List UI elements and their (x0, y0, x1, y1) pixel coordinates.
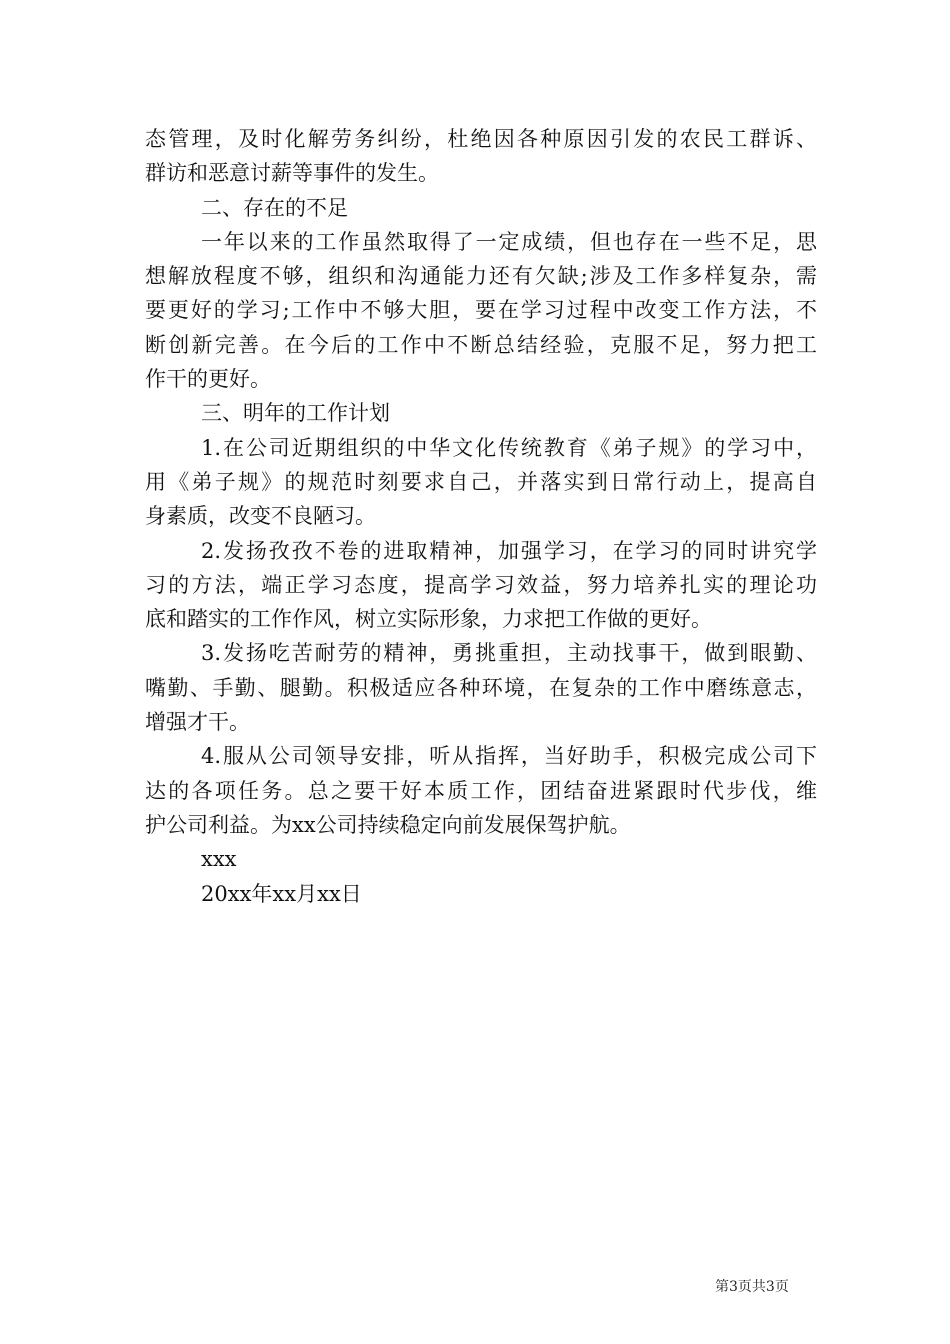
text-line: 护公司利益。为xx公司持续稳定向前发展保驾护航。 (145, 812, 631, 837)
text-line: 断创新完善。在今后的工作中不断总结经验，克服不足，努力把工 (145, 332, 817, 357)
text-line: 态管理，及时化解劳务纠纷，杜绝因各种原因引发的农民工群诉、 (145, 127, 817, 151)
text-line: 想解放程度不够，组织和沟通能力还有欠缺;涉及工作多样复杂，需 (145, 264, 817, 289)
text-line: 达的各项任务。总之要干好本质工作，团结奋进紧跟时代步伐，维 (145, 778, 817, 803)
text-line: 1.在公司近期组织的中华文化传统教育《弟子规》的学习中， (201, 435, 817, 460)
text-line: 作干的更好。 (145, 367, 271, 392)
text-line: 20xx年xx月xx日 (201, 881, 362, 906)
text-line: 2.发扬孜孜不卷的进取精神，加强学习，在学习的同时讲究学 (201, 538, 817, 563)
text-line: 4.服从公司领导安排，听从指挥，当好助手，积极完成公司下 (201, 744, 817, 769)
text-line: 习的方法，端正学习态度，提高学习效益，努力培养扎实的理论功 (145, 572, 817, 597)
text-line: 用《弟子规》的规范时刻要求自己，并落实到日常行动上，提高自 (145, 469, 817, 494)
text-line: 二、存在的不足 (201, 195, 348, 220)
text-line: 3.发扬吃苦耐劳的精神，勇挑重担，主动找事干，做到眼勤、 (201, 641, 817, 666)
text-line: 群访和恶意讨薪等事件的发生。 (145, 161, 439, 186)
text-line: 底和踏实的工作作风，树立实际形象，力求把工作做的更好。 (145, 607, 712, 632)
text-line: 三、明年的工作计划 (201, 401, 390, 426)
text-line: xxx (201, 847, 237, 872)
text-line: 要更好的学习;工作中不够大胆，要在学习过程中改变工作方法，不 (145, 298, 817, 323)
document-body (145, 122, 817, 911)
text-line: 增强才干。 (145, 710, 250, 735)
page-number-footer: 第3页共3页 (715, 1279, 789, 1295)
text-line: 一年以来的工作虽然取得了一定成绩，但也存在一些不足，思 (201, 229, 817, 254)
text-line: 嘴勤、手勤、腿勤。积极适应各种环境，在复杂的工作中磨练意志， (145, 675, 817, 700)
text-line: 身素质，改变不良陋习。 (145, 504, 376, 529)
